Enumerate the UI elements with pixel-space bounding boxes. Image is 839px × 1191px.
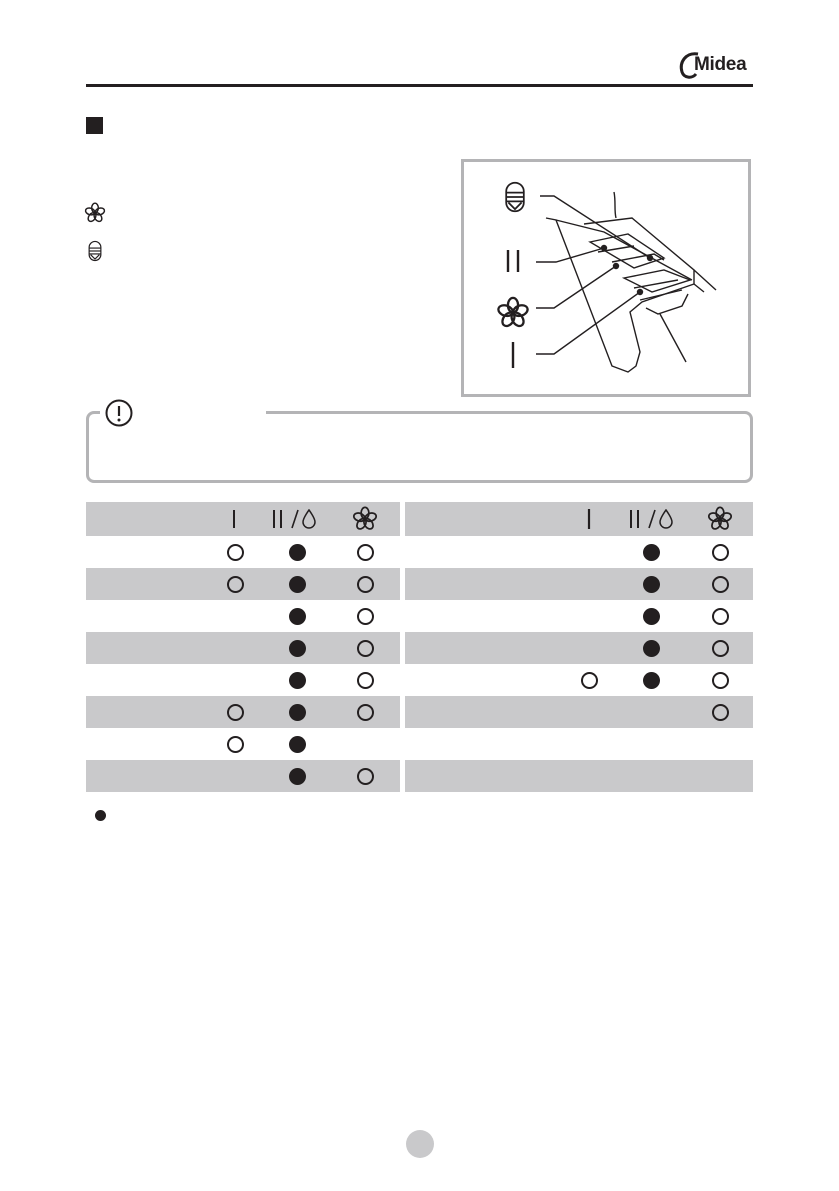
empty-circle-icon	[712, 640, 729, 657]
table-row	[405, 760, 753, 792]
footnote-filled-circle-icon	[95, 810, 106, 821]
table-row	[405, 600, 753, 632]
prewash-legend-capsule-icon	[84, 240, 106, 262]
empty-circle-icon	[227, 736, 244, 753]
filled-circle-icon	[289, 608, 306, 625]
page-number-badge	[406, 1130, 434, 1158]
empty-circle-icon	[357, 608, 374, 625]
filled-circle-icon	[289, 704, 306, 721]
table-row	[86, 664, 400, 696]
table-row	[405, 568, 753, 600]
table-row	[405, 728, 753, 760]
compartment-i-header-icon	[577, 502, 601, 536]
softener-legend-flower-icon	[84, 202, 106, 224]
filled-circle-icon	[289, 736, 306, 753]
detergent-table-right	[405, 502, 753, 792]
compartment-i-header-icon	[222, 502, 246, 536]
table-row	[405, 664, 753, 696]
table-row	[86, 760, 400, 792]
filled-circle-icon	[643, 608, 660, 625]
empty-circle-icon	[357, 576, 374, 593]
table-row	[405, 696, 753, 728]
header-rule	[86, 84, 753, 87]
table-row	[86, 600, 400, 632]
filled-circle-icon	[643, 640, 660, 657]
filled-circle-icon	[289, 576, 306, 593]
empty-circle-icon	[712, 544, 729, 561]
empty-circle-icon	[227, 544, 244, 561]
empty-circle-icon	[357, 640, 374, 657]
empty-circle-icon	[357, 672, 374, 689]
filled-circle-icon	[289, 768, 306, 785]
empty-circle-icon	[712, 608, 729, 625]
diagram-capsule-icon	[506, 183, 524, 212]
table-row	[405, 536, 753, 568]
softener-header-flower-icon	[348, 502, 382, 536]
filled-circle-icon	[643, 544, 660, 561]
table-row	[405, 632, 753, 664]
table-row	[86, 536, 400, 568]
caution-box	[86, 411, 753, 483]
empty-circle-icon	[357, 704, 374, 721]
brand-logo	[672, 50, 758, 84]
empty-circle-icon	[227, 576, 244, 593]
empty-circle-icon	[227, 704, 244, 721]
table-row	[86, 696, 400, 728]
compartment-ii-liquid-header-icon	[264, 502, 326, 536]
empty-circle-icon	[712, 672, 729, 689]
dispenser-diagram	[461, 159, 751, 397]
table-row	[86, 632, 400, 664]
softener-header-flower-icon	[703, 502, 737, 536]
diagram-flower-icon	[497, 298, 529, 328]
filled-circle-icon	[289, 672, 306, 689]
empty-circle-icon	[357, 544, 374, 561]
compartment-ii-liquid-header-icon	[621, 502, 683, 536]
empty-circle-icon	[581, 672, 598, 689]
diagram-compartment-ii-icon	[508, 250, 518, 272]
filled-circle-icon	[289, 544, 306, 561]
caution-exclamation-icon	[104, 398, 134, 428]
empty-circle-icon	[357, 768, 374, 785]
table-header-row	[405, 502, 753, 536]
table-row	[86, 728, 400, 760]
detergent-table-left	[86, 502, 400, 792]
filled-circle-icon	[643, 576, 660, 593]
table-header-row	[86, 502, 400, 536]
filled-circle-icon	[643, 672, 660, 689]
logo-text: Midea	[694, 54, 747, 75]
filled-circle-icon	[289, 640, 306, 657]
empty-circle-icon	[712, 704, 729, 721]
table-row	[86, 568, 400, 600]
section-square-icon	[86, 117, 103, 134]
empty-circle-icon	[712, 576, 729, 593]
